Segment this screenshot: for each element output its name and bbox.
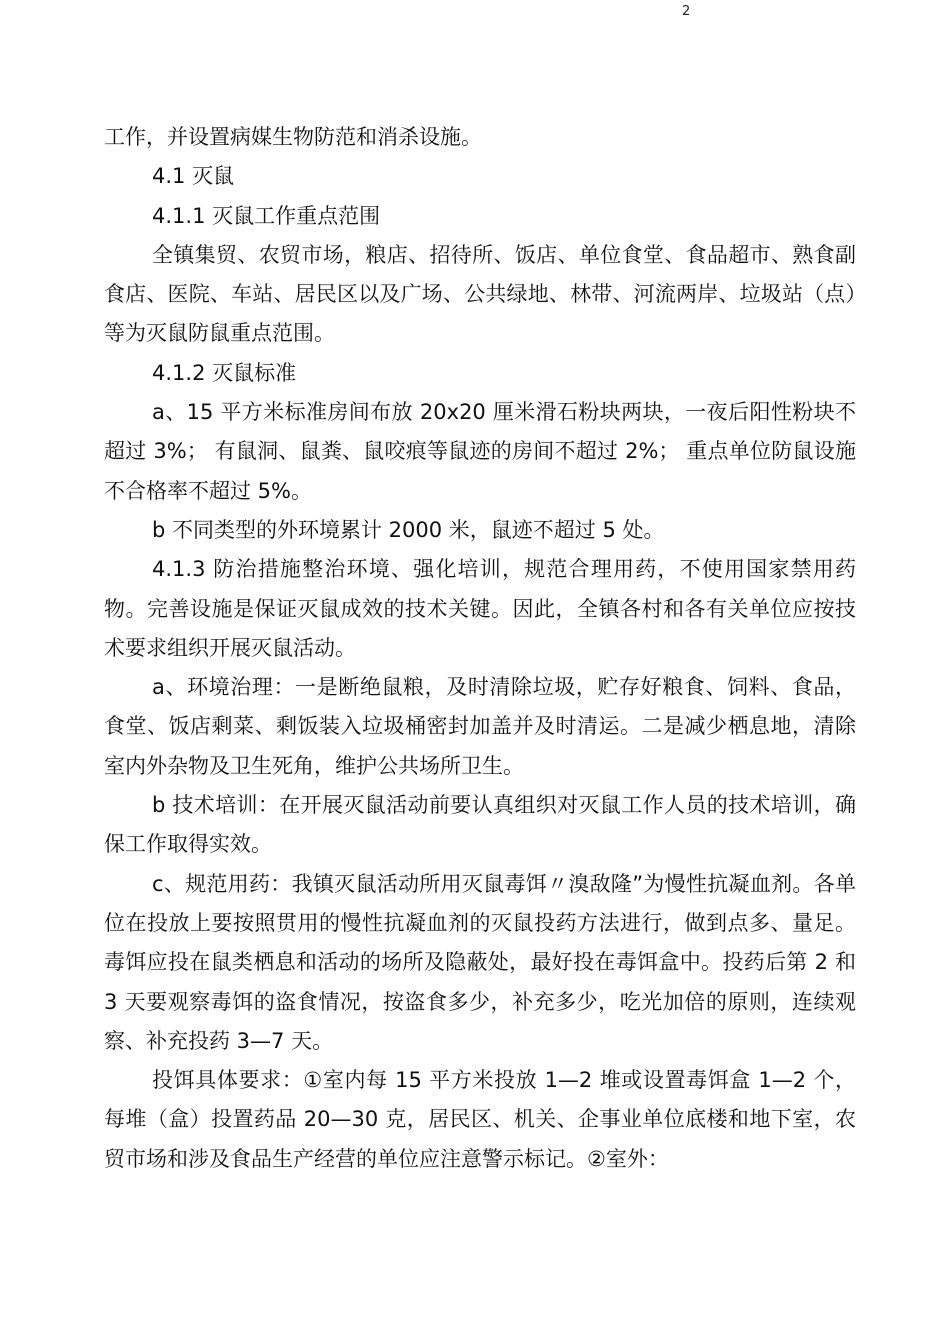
paragraph-continuation: 工作，并设置病媒生物防范和消杀设施。 [104,125,482,149]
paragraph-standard-b: b 不同类型的外环境累计 2000 米，鼠迹不超过 5 处。 [152,517,665,542]
page-number: 2 [682,4,691,19]
paragraph-environment: a、环境治理：一是断绝鼠粮，及时清除垃圾，贮存好粮食、饲料、食品，食堂、饭店剩菜、剩饭装入垃圾桶密封加盖并及时清运。二是减少栖息地，清除室内外杂物及卫生死角，维护公共场所卫生。 [104,675,856,778]
paragraph-medication: c、规范用药：我镇灭鼠活动所用灭鼠毒饵〃溴敌隆”为慢性抗凝血剂。各单位在投放上要按照贯用的慢性抗凝血剂的灭鼠投药方法进行，做到点多、量足。毒饵应投在鼠类栖息和活动的场所及隐蔽处，最好投在毒饵盒中。投药后第 2 和 3 天要观察毒饵的盗食情况，按盗食多少，补充多少，吃光加倍的原则，连续观察、补充投药 3—7 天。 [104,871,856,1053]
section-heading-4-1: 4.1 灭鼠 [152,164,235,189]
paragraph-training: b 技术培训：在开展灭鼠活动前要认真组织对灭鼠工作人员的技术培训，确保工作取得实效。 [104,793,856,857]
paragraph-bait-requirements: 投饵具体要求：①室内每 15 平方米投放 1—2 堆或设置毒饵盒 1—2 个，每堆（盒）投置药品 20—30 克，居民区、机关、企事业单位底楼和地下室，农贸市场和涉及食品生产经营的单位应注意警示标记。②室外： [104,1068,856,1171]
section-heading-4-1-1: 4.1.1 灭鼠工作重点范围 [152,203,381,228]
paragraph-scope: 全镇集贸、农贸市场，粮店、招待所、饭店、单位食堂、食品超市、熟食副食店、医院、车站、居民区以及广场、公共绿地、林带、河流两岸、垃圾站（点）等为灭鼠防鼠重点范围。 [104,242,856,346]
section-heading-4-1-2: 4.1.2 灭鼠标准 [152,360,297,385]
document-body [104,118,856,1179]
paragraph-measures: 4.1.3 防治措施整治环境、强化培训，规范合理用药，不使用国家禁用药物。完善设施是保证灭鼠成效的技术关键。因此，全镇各村和各有关单位应按技术要求组织开展灭鼠活动。 [104,557,856,660]
paragraph-standard-a: a、15 平方米标准房间布放 20x20 厘米滑石粉块两块，一夜后阳性粉块不超过 3%； 有鼠洞、鼠粪、鼠咬痕等鼠迹的房间不超过 2%； 重点单位防鼠设施不合格率不超过 5%。 [104,400,856,503]
